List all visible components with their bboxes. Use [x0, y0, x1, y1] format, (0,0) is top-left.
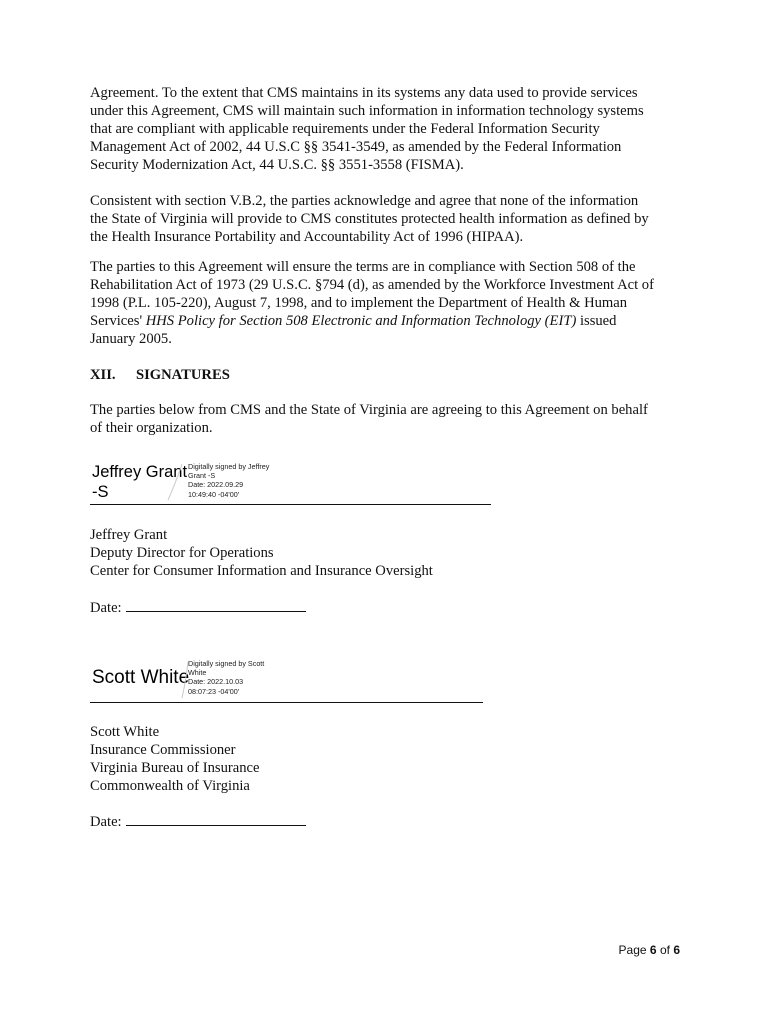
paragraph-hipaa [90, 192, 690, 246]
text-line: Consistent with section V.B.2, the parties acknowledge and agree that none of the information [90, 193, 639, 209]
signature-name-line: -S [92, 483, 109, 501]
signer-info-jeffrey-grant [90, 526, 433, 580]
signer-organization: Virginia Bureau of Insurance [90, 760, 260, 776]
date-label: Date: [90, 600, 122, 616]
paragraph-data-security [90, 84, 690, 174]
text-line [90, 312, 690, 330]
section-heading [90, 366, 230, 384]
signer-name: Jeffrey Grant [90, 527, 168, 543]
date-label: Date: [90, 814, 122, 830]
date-blank-line [126, 812, 306, 826]
page-label: Page [618, 943, 647, 957]
signature-detail-line: 08:07:23 -04'00' [188, 686, 240, 696]
text-line: Management Act of 2002, 44 U.S.C §§ 3541-3549, as amended by the Federal Information [90, 139, 622, 155]
text-line: The parties below from CMS and the State of Virginia are agreeing to this Agreement on behalf [90, 402, 648, 418]
page-total: 6 [673, 943, 680, 957]
of-label: of [659, 943, 670, 957]
paragraph-section-508 [90, 258, 690, 348]
date-field-2 [90, 812, 306, 831]
signer-info-scott-white [90, 723, 259, 795]
text-line: of their organization. [90, 420, 213, 436]
digital-signature-details [188, 462, 269, 499]
signature-flourish-icon [164, 462, 186, 502]
signature-line [90, 504, 491, 505]
text-line: 1998 (P.L. 105-220), August 7, 1998, and to implement the Department of Health & Human [90, 295, 628, 311]
page-current: 6 [649, 943, 657, 957]
signer-jurisdiction: Commonwealth of Virginia [90, 778, 250, 794]
text-line: Rehabilitation Act of 1973 (29 U.S.C. §794 (d), as amended by the Workforce Investment Act of [90, 277, 654, 293]
signer-name: Scott White [90, 724, 160, 740]
signature-detail-line: Grant -S [188, 471, 216, 481]
date-field-1 [90, 598, 306, 617]
signature-detail-line: Digitally signed by Jeffrey [188, 462, 270, 471]
signer-title: Insurance Commissioner [90, 742, 236, 758]
signature-name-line: Scott White [92, 667, 190, 688]
text-line: Security Modernization Act, 44 U.S.C. §§ 3551-3558 (FISMA). [90, 157, 464, 173]
paragraph-agreeing [90, 401, 690, 437]
digital-signature-details [188, 659, 264, 696]
signature-detail-line: Digitally signed by Scott [188, 659, 265, 668]
signature-name [92, 667, 189, 689]
text-line: the Health Insurance Portability and Accountability Act of 1996 (HIPAA). [90, 229, 524, 245]
signer-title: Deputy Director for Operations [90, 545, 274, 561]
text-fragment: issued [576, 313, 617, 329]
signature-detail-line: Date: 2022.10.03 [188, 677, 244, 687]
policy-title-italic: HHS Policy for Section 508 Electronic and Information Technology (EIT) [145, 313, 577, 329]
text-line: under this Agreement, CMS will maintain such information in information technology systems [90, 103, 644, 119]
text-line: Agreement. To the extent that CMS maintains in its systems any data used to provide services [90, 85, 638, 101]
text-line: that are compliant with applicable requirements under the Federal Information Security [90, 121, 600, 137]
date-blank-line [126, 598, 306, 612]
text-fragment: Services' [90, 313, 146, 329]
section-title: SIGNATURES [136, 367, 230, 383]
signature-detail-line: 10:49:40 -04'00' [188, 489, 240, 499]
signature-name-line: Jeffrey Grant [92, 463, 188, 481]
section-number: XII. [90, 367, 116, 383]
text-line: January 2005. [90, 331, 172, 347]
page-number-footer [619, 943, 680, 957]
signer-organization: Center for Consumer Information and Insurance Oversight [90, 563, 433, 579]
signature-line [90, 702, 483, 703]
signature-detail-line: White [188, 668, 207, 678]
text-line: The parties to this Agreement will ensure the terms are in compliance with Section 508 of the [90, 259, 636, 275]
text-line: the State of Virginia will provide to CMS constitutes protected health information as defined by [90, 211, 649, 227]
signature-detail-line: Date: 2022.09.29 [188, 480, 244, 490]
